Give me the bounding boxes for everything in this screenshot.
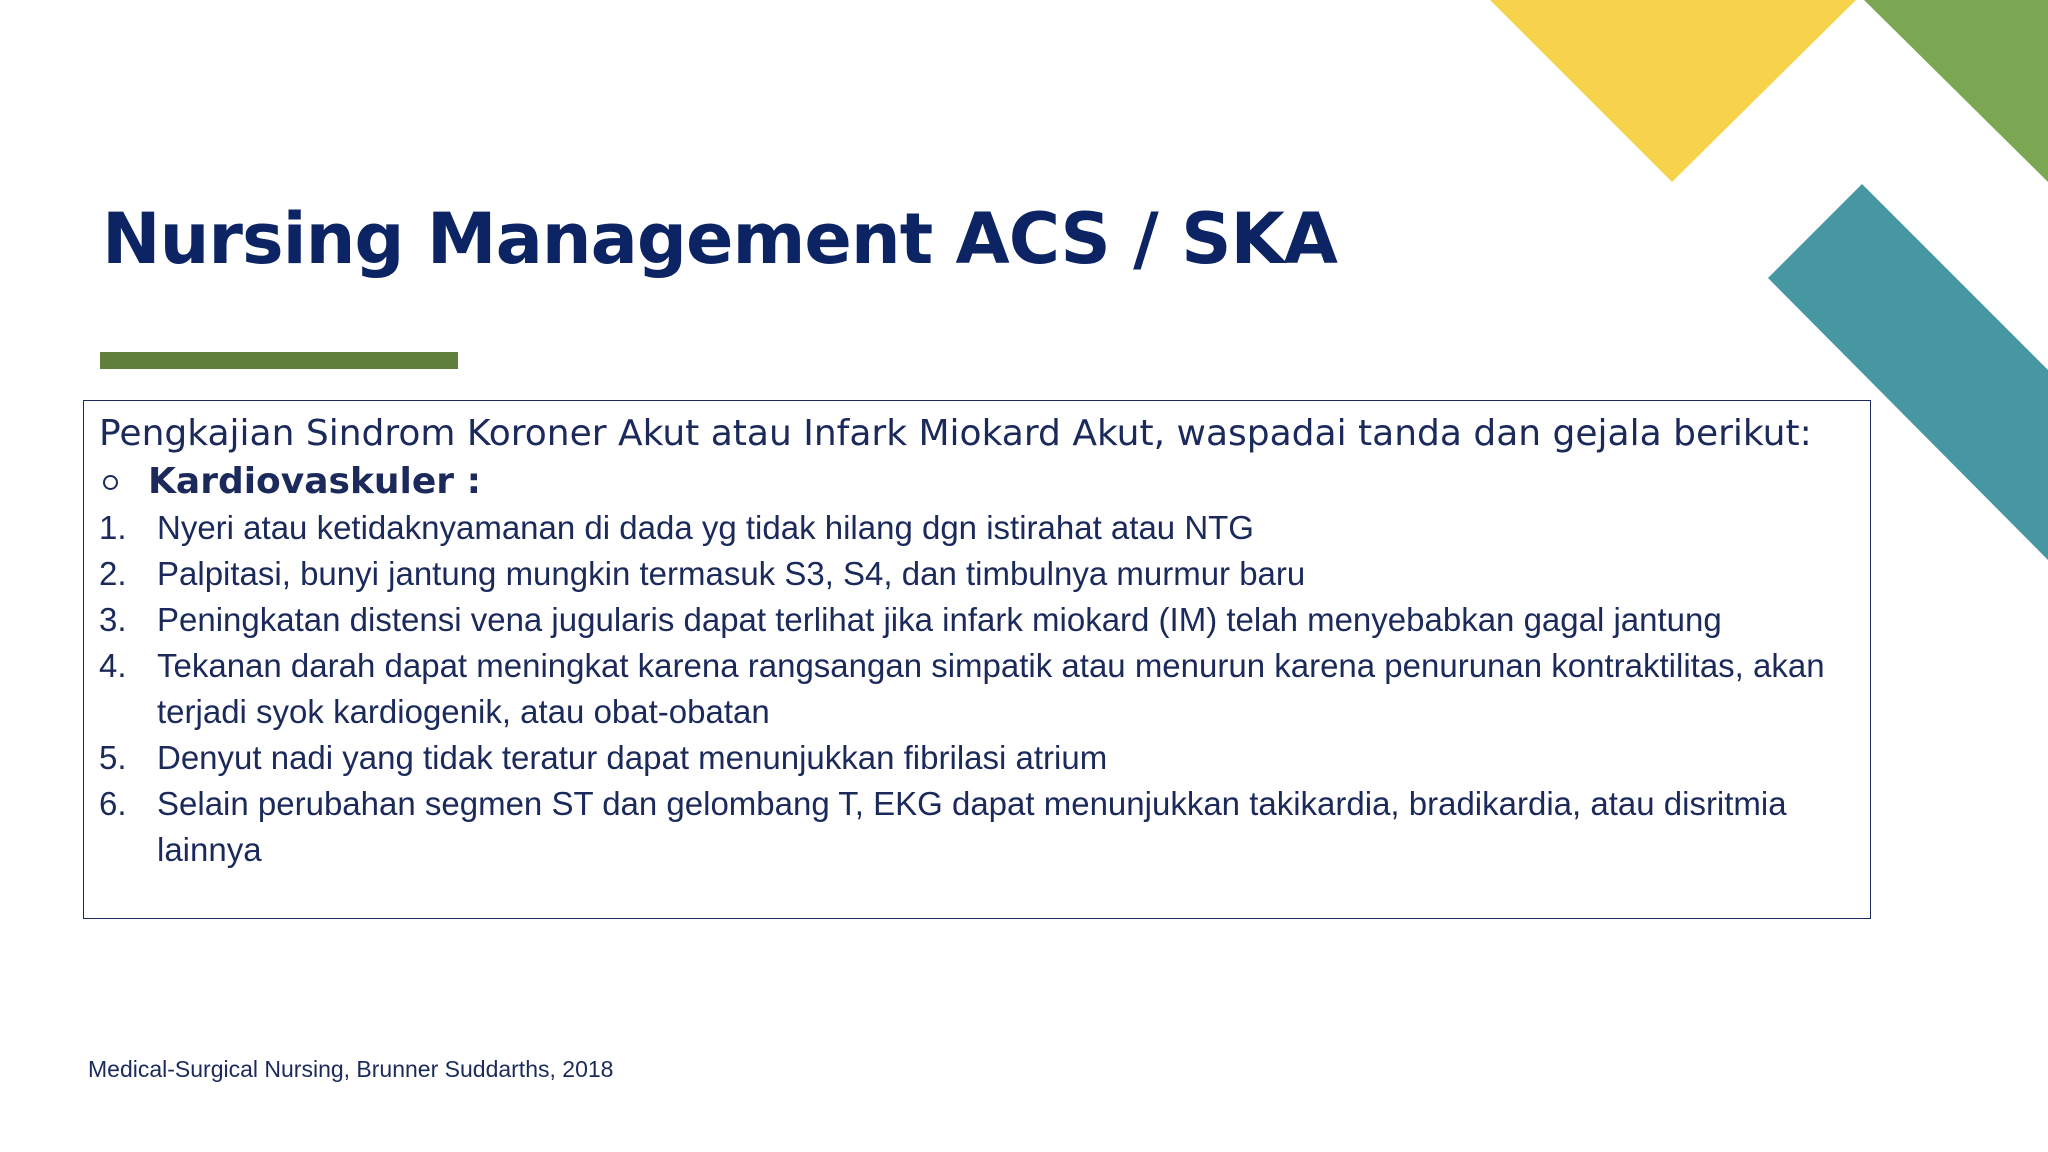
bullet-label: Kardiovaskuler :: [148, 461, 481, 502]
citation-footer: Medical-Surgical Nursing, Brunner Suddarths, 2018: [88, 1056, 614, 1082]
green-triangle: [1864, 0, 2048, 182]
item-text: Nyeri atau ketidaknyamanan di dada yg tidak hilang dgn istirahat atau NTG: [157, 509, 1254, 546]
item-number: 4.: [99, 647, 127, 684]
item-text: Peningkatan distensi vena jugularis dapat terlihat jika infark miokard (IM) telah menyebabkan gagal jantung: [157, 601, 1722, 638]
item-text: Tekanan darah dapat meningkat karena rangsangan simpatik atau menurun karena penurunan kontraktilitas, akan terjadi syok kardiogenik, atau obat-obatan: [157, 647, 1825, 730]
intro-text: Pengkajian Sindrom Koroner Akut atau Infark Miokard Akut, waspadai tanda dan gejala berikut:: [99, 413, 1812, 454]
list-item: [99, 597, 1854, 643]
circle-bullet-icon: [103, 475, 118, 490]
item-number: 5.: [99, 739, 127, 776]
list-item: [99, 781, 1854, 873]
slide-title: Nursing Management ACS / SKA: [102, 198, 1337, 280]
list-item: [99, 735, 1854, 781]
bullet-kardiovaskuler: [99, 459, 1854, 505]
item-text: Palpitasi, bunyi jantung mungkin termasuk S3, S4, dan timbulnya murmur baru: [157, 555, 1306, 592]
item-text: Selain perubahan segmen ST dan gelombang T, EKG dapat menunjukkan takikardia, bradikardia, atau disritmia lainnya: [157, 785, 1787, 868]
title-underline: [100, 352, 458, 369]
content-box: [83, 400, 1871, 919]
item-number: 3.: [99, 601, 127, 638]
item-number: 1.: [99, 509, 127, 546]
item-number: 2.: [99, 555, 127, 592]
list-item: [99, 551, 1854, 597]
list-item: [99, 643, 1854, 735]
symptom-list: [99, 505, 1854, 873]
list-item: [99, 505, 1854, 551]
item-text: Denyut nadi yang tidak teratur dapat menunjukkan fibrilasi atrium: [157, 739, 1108, 776]
yellow-triangle: [1490, 0, 1856, 182]
item-number: 6.: [99, 785, 127, 822]
